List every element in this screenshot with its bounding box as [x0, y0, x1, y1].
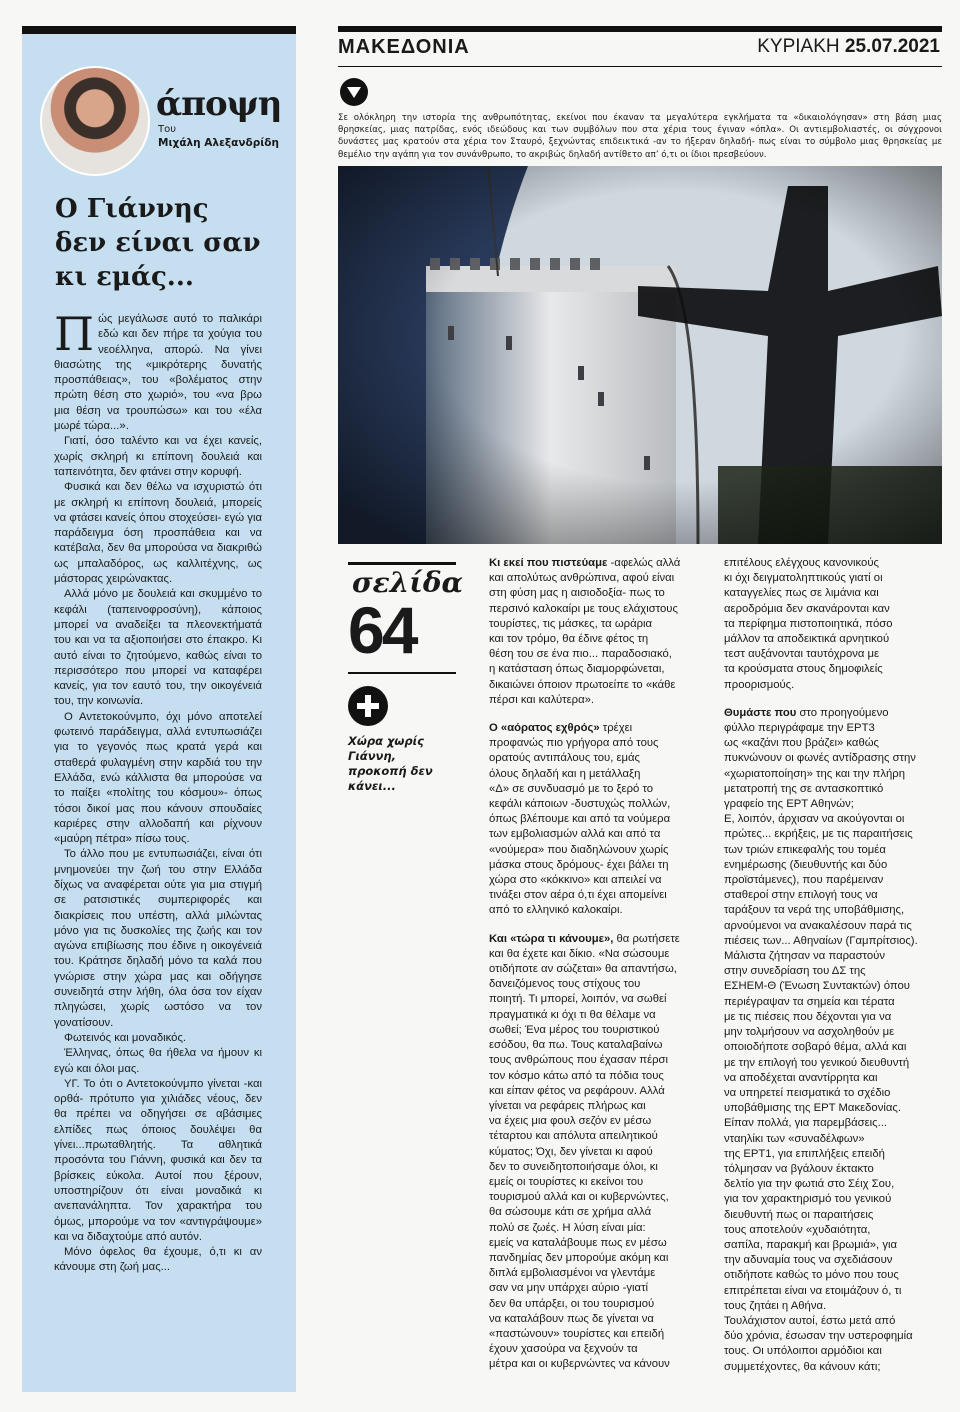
- text-line: εμείς να καταλάβουμε πως εν μέσω: [489, 1236, 667, 1249]
- text-line: τους αποτελούν «χυδαιότητα,: [724, 1223, 871, 1236]
- middle-column: [489, 556, 701, 1386]
- text-line: φύλλο περιγράφαμε την ΕΡΤ3: [724, 722, 875, 735]
- header-bottom-rule: [338, 66, 942, 67]
- text-line: τινάξει στον αέρα ό,τι έχει απομείνει: [489, 889, 667, 902]
- text-line: Ο «αόρατος εχθρός» τρέχει: [489, 722, 633, 735]
- down-triangle-icon: [340, 78, 368, 106]
- text-line: δανειζόμενος τους στίχους του: [489, 978, 641, 991]
- article-photo: [338, 166, 942, 544]
- text-line: οτιδήποτε αν σώζεται» θα απαντήσω,: [489, 963, 677, 976]
- text-line: ΕΣΗΕΜ-Θ (Ένωση Συντακτών) όπου: [724, 980, 910, 993]
- text-line: σαν να μην υπάρχει αύριο -γιατί: [489, 1282, 649, 1295]
- text-line: σωθεί; Ένα μέρος του τουριστικού: [489, 1023, 660, 1036]
- text-line: ποιητή. Τι μπορεί, λοιπόν, να σωθεί: [489, 993, 667, 1006]
- text-line: πυκνώνουν οι φωνές αντίδρασης στην: [724, 752, 916, 765]
- text-line: ορατούς αντιπάλους του, εμάς: [489, 752, 640, 765]
- text-line: κεφάλι κάποιων -δυστυχώς πολλών,: [489, 798, 671, 811]
- text-line: να καταλάβουν πως δε γίνεται να: [489, 1312, 654, 1325]
- text-line: μάλλον τα αποδεικτικά αρνητικού: [724, 633, 890, 646]
- text-line: εσόδου, θα πω. Τους καταλαβαίνω: [489, 1039, 663, 1052]
- text-line: τα κρούσματα στους δημοφιλείς: [724, 663, 883, 676]
- text-line: μετατροπή της σε αντασκοπτικό: [724, 782, 884, 795]
- text-line: αεροδρόμια δεν σκανάρονται καν: [724, 602, 890, 615]
- text-line: όπως βλέπουμε και από τα νούμερα: [489, 813, 671, 826]
- opinion-paragraph: Πώς μεγάλωσε αυτό το παλικάρι εδώ και δεν πήρε τα χούγια του νεοέλληνα, απορώ. Να γίνει θιασώτης της «μικρότερης δυνατής προσπάθειας», του «βολέματος στην πρώτη θέση στο χωριό», του «να βρω μια θέση να τρουπώσω» και του «έλα μωρέ τώρα...».: [54, 307, 262, 433]
- text-line: προορισμούς.: [724, 678, 795, 691]
- text-line: καταγγελίες πως σε λιμάνια και: [724, 587, 879, 600]
- text-line: τους ανθρώπους που έχασαν πέρσι: [489, 1054, 669, 1067]
- opinion-body: [54, 307, 262, 1276]
- text-line: νταηλίκι των «συναδέλφων»: [724, 1132, 865, 1145]
- text-line: συμμετέχοντες, θα κάνουν κάτι;: [724, 1360, 881, 1373]
- lede-text: Σε ολόκληρη την ιστορία της ανθρωπότητας, εκείνοι που έκαναν τα μεγαλύτερα εγκλήματα τα «δικαιολόγησαν» στη βάση μιας θρησκείας, μιας πατρίδας, ενός ιδεώδους και των συμβόλων που στα χέρια τους έγιναν «όπλα». Οι αντιεμβολιαστές, οι σύγχρονοι δυνάστες μας κρατούν στα χέρια τον Σταυρό, ξεχνώντας επιδεικτικά -αν το ήξεραν δηλαδή- πως είναι το σύμβολο μιας θρησκείας με θεμέλιο την αγάπη για τον συνάνθρωπο, το ακριβώς δηλαδή αντίθετο απ’ ό,τι οι ίδιοι πρεσβεύουν.: [338, 113, 942, 160]
- text-line: η κατάσταση όπως διαμορφώνεται,: [489, 663, 665, 676]
- text-line: ενημέρωσης (διευθυντής και δύο: [724, 858, 888, 871]
- opinion-paragraph: Φωτεινός και μοναδικός.: [64, 1031, 187, 1044]
- text-line: τεστ αυξάνονται ταυτόχρονα με: [724, 648, 880, 661]
- text-line: τουρισμού αλλά και οι κυβερνώντες,: [489, 1191, 669, 1204]
- text-line: σταθεροί στην επιλογή τους να: [724, 889, 878, 902]
- opinion-title-line: κι εμάς...: [55, 262, 194, 292]
- text-line: περσινό καλοκαίρι με τους ελάχιστους: [489, 602, 678, 615]
- text-line: «χωριατοποίηση» της και την πλήρη: [724, 767, 905, 780]
- header-top-rule: [338, 26, 942, 32]
- text-line: μάσκα στους δρόμους- έχει βάλει τη: [489, 858, 669, 871]
- text-line: από το ελληνικό καλοκαίρι.: [489, 904, 623, 917]
- text-line: δύο χρόνια, έσωσαν την υστεροφημία: [724, 1330, 913, 1343]
- text-line: προϊστάμενες), που παρέμειναν: [724, 874, 884, 887]
- text-line: με τις πιέσεις που δέχονται για να: [724, 1010, 892, 1023]
- dropcap: Π: [54, 307, 95, 361]
- right-column: [724, 556, 942, 1388]
- text-line: και τον τρόμο, θα έδινε φέτος τη: [489, 633, 649, 646]
- issue-date: [757, 36, 940, 58]
- opinion-top-rule: [22, 26, 296, 34]
- text-line: Ε, λοιπόν, άρχισαν να ακούγονται οι: [724, 813, 905, 826]
- paragraph-lead: Θυμάστε που: [724, 706, 797, 719]
- text-line: τόλμησαν να βγάλουν έκτακτο: [724, 1162, 874, 1175]
- article-paragraph: [724, 556, 942, 693]
- page-ref-rule-top: [348, 562, 456, 565]
- text-line: να έχεις μια φουλ σεζόν εν μέσω: [489, 1115, 652, 1128]
- text-line: δεν το συνειδητοποιήσαμε όλοι, κι: [489, 1160, 658, 1173]
- text-line: «παστώνουν» τουρίστες και επειδή: [489, 1327, 665, 1340]
- paragraph-lead: Και «τώρα τι κάνουμε»,: [489, 932, 614, 945]
- text-line: τουρίστες, τις μάσκες, τα ωράρια: [489, 617, 653, 630]
- text-line: Τουλάχιστον αυτοί, έστω μετά από: [724, 1314, 896, 1327]
- text-line: Μάλιστα ζήτησαν να παραστούν: [724, 950, 885, 963]
- opinion-paragraph: Αλλά μόνο με δουλειά και σκυμμένο το κεφάλι (ταπεινοφροσύνη), κάποιος μπορεί να αναδείξει τα πλεονεκτήματά του και να τα αξιοποιήσει στο έπακρο. Κι αυτό είναι το ζητούμενο, καθώς είναι το περισσότερο που μπορεί να καταφέρει κανείς, για τον εαυτό του, την οικογένειά του, την κοινωνία.: [54, 588, 262, 708]
- article-paragraph: [489, 556, 701, 708]
- text-line: σαπίλα, παρακμή και βρωμιά», για: [724, 1238, 898, 1251]
- opinion-paragraph: Γιατί, όσο ταλέντο και να έχει κανείς, χωρίς σκληρή κι επίπονη δουλειά και ταπεινότητα, δεν φτάνει στην κορυφή.: [54, 435, 262, 478]
- author-photo: [40, 66, 150, 176]
- text-line: ως «καζάνι που βράζει» καθώς: [724, 737, 880, 750]
- text-line: πρώτες... εκρήξεις, με τις παραιτήσεις: [724, 828, 913, 841]
- opinion-title: [55, 192, 285, 294]
- text-line: των εμβολιασμών αλλά και από τα: [489, 828, 661, 841]
- issue-day: ΚΥΡΙΑΚΗ: [757, 36, 840, 57]
- text-line: διευθυντή πως οι παραιτήσεις: [724, 1208, 874, 1221]
- text-line: με την επιλογή του γενικού διευθυντή: [724, 1056, 910, 1069]
- text-line: χώρα στο «κόκκινο» και απειλεί να: [489, 874, 662, 887]
- text-line: τέταρτου και απόλυτα απειλητικού: [489, 1130, 658, 1143]
- text-line: «νούμερα» που διαδηλώνουν χωρίς: [489, 843, 669, 856]
- author-name: Μιχάλη Αλεξανδρίδη: [158, 137, 279, 149]
- text-line: γραφείο της ΕΡΤ Αθηνών;: [724, 798, 854, 811]
- opinion-title-line: Ο Γιάννης: [55, 194, 209, 224]
- opinion-label: άποψη: [156, 84, 282, 124]
- text-line: προφανώς πιο γρήγορα από τους: [489, 737, 659, 750]
- text-line: Θυμάστε που στο προηγούμενο: [724, 706, 889, 719]
- text-line: επιτρέπεται είναι να ετοιμάζουν ό, τι: [724, 1284, 902, 1297]
- byline-prefix: Του: [158, 124, 177, 135]
- text-line: να αποδέχεται αναντίρρητα και: [724, 1071, 878, 1084]
- text-line: να υπηρετεί πεισματικά το σχέδιο: [724, 1086, 891, 1099]
- opinion-paragraph: ΥΓ. Το ότι ο Αντετοκούνμπο γίνεται -και ορθά- πρότυπο για χιλιάδες νέους, δεν θα πρέπει να οδηγήσει σε αβάσιμες ελπίδες πως όποιος δουλέψει θα γίνει...πρωταθλητής. Τα αθλητικά προσόντα του Γιάννη, φυσικά και δεν τα βρίσκεις εύκολα. Αυτοί που ξέρουν, υποστηρίζουν ότι είναι μοναδικά κι ανεπανάληπτα. Τον χαρακτήρα του όμως, μπορούμε να τον «αντιγράψουμε» και να διδαχτούμε από αυτόν.: [54, 1077, 262, 1243]
- opinion-paragraph: Ο Αντετοκούνμπο, όχι μόνο αποτελεί φωτεινό παράδειγμα, αλλά εντυπωσιάζει για το γεγονός πως κρατά γερά και σταθερά φυλαγμένη στην καρδιά του την Ελλάδα, ενώ κάλλιστα θα μπορούσε να το παίξει «πολίτης του κόσμου»- όπως τόσοι δικοί μας που κάνουν σπουδαίες καριέρες στην αλλοδαπή και ρίχνουν «μαύρη πέτρα» πίσω τους.: [54, 710, 262, 846]
- text-line: τα περίφημα πιστοποιητικά, πόσο: [724, 617, 893, 630]
- opinion-title-line: δεν είναι σαν: [55, 228, 261, 258]
- text-line: εμείς οι τουρίστες κι εκείνοι του: [489, 1175, 644, 1188]
- text-line: Και «τώρα τι κάνουμε», θα ρωτήσετε: [489, 932, 680, 945]
- text-line: στην συνεδρίαση του ΔΣ της: [724, 965, 866, 978]
- article-paragraph: [489, 721, 701, 919]
- paragraph-lead: Ο «αόρατος εχθρός»: [489, 722, 600, 735]
- text-line: αρνούμενοι να ανακαλέσουν παρά τις: [724, 919, 912, 932]
- text-line: θα σώσουμε κάτι σε χρήμα αλλά: [489, 1206, 652, 1219]
- text-line: κύματος; Όχι, δεν γίνεται κι αφού: [489, 1145, 653, 1158]
- text-line: ταράξουν τα νερά της υποβάθμισης,: [724, 904, 905, 917]
- text-line: «Δ» σε συνδυασμό με το ξερό το: [489, 782, 654, 795]
- text-line: των τριών επικεφαλής του τομέα: [724, 843, 886, 856]
- text-line: τους. Οι υπόλοιποι αρμόδιοι και: [724, 1345, 882, 1358]
- text-line: πραγματικά κι όχι τι θα θέλαμε να: [489, 1008, 656, 1021]
- text-line: κι όχι δειγματοληπτικούς γιατί οι: [724, 572, 883, 585]
- text-line: θέση του σε ένα πιο... παραδοσιακό,: [489, 648, 672, 661]
- text-line: τον κόσμο κάτω από τα πόδια τους: [489, 1069, 664, 1082]
- text-line: δελτίο για την φωτιά στο Σέιχ Σου,: [724, 1178, 895, 1191]
- page-ref-number: 64: [348, 593, 416, 667]
- page-ref-rule-bottom: [348, 672, 456, 674]
- paragraph-lead: Κι εκεί που πιστεύαμε: [489, 557, 608, 569]
- opinion-paragraph: Μόνο όφελος θα έχουμε, ό,τι κι αν κάνουμε στη ζωή μας...: [54, 1246, 262, 1274]
- text-line: της ΕΡΤ1, για επιπλήξεις επειδή: [724, 1147, 885, 1160]
- text-line: διπλά εμβολιασμένοι να γλεντάμε: [489, 1267, 656, 1280]
- plus-icon: [348, 686, 388, 726]
- text-line: όλους δηλαδή και η μετάλλαξη: [489, 767, 641, 780]
- text-line: και θα έχετε και δίκιο. «Να σώσουμε: [489, 947, 670, 960]
- text-line: επιτέλους ελέγχους κανονικούς: [724, 557, 879, 569]
- text-line: γίνεται να ρεφάρεις πλήρως και: [489, 1099, 646, 1112]
- text-line: πέρσι και καλύτερα».: [489, 693, 595, 706]
- text-line: Είπαν πολλά, για παρεμβάσεις...: [724, 1117, 888, 1130]
- page-ref-note: Χώρα χωρίς Γιάννη, προκοπή δεν κάνει...: [348, 734, 433, 793]
- text-line: τους ζητάει η Αθήνα.: [724, 1299, 827, 1312]
- article-paragraph: [489, 932, 701, 1373]
- text-line: πιέσεις των... Αθηναίων (Γαμπρίτσιος).: [724, 934, 918, 947]
- issue-date-value: 25.07.2021: [844, 36, 940, 57]
- opinion-paragraph: Φυσικά και δεν θέλω να ισχυριστώ ότι με σκληρή κι επίπονη δουλειά, μπορείς να φτάσει κανείς όπου στοχεύσει- εγώ για παράδειγμα όση προσπάθεια και να κατέβαλα, δεν θα μπορούσα να διακριθώ ως μπαλαδόρος, ως καλλιτέχνης, ως μάστορας χειρώνακτας.: [54, 481, 262, 586]
- text-line: για τον χαρακτηρισμό του γενικού: [724, 1193, 892, 1206]
- text-line: και απολύτως ανθρώπινα, αφού είναι: [489, 572, 675, 585]
- article-paragraph: [724, 706, 942, 1375]
- opinion-paragraph: Το άλλο που με εντυπωσιάζει, είναι ότι μνημονεύει την ζωή του στην Ελλάδα δίχως να αναφέρεται ούτε για μια στιγμή σε ρατσιστικές συμπεριφορές και διακρίσεις που υπέστη, αλλά μιλώντας μόνο για τις δυσκολίες της ζωής και τον αγώνα επιβίωσης που έδινε η οικογένειά του. Κράτησε δηλαδή μόνο τα καλά που γνώρισε στην χώρα μας και οδήγησε συνειδητά στην λήθη, όλα όσα τον είχαν πληγώσει, χωρίς ωστόσο να τον γονατίσουν.: [54, 848, 262, 1029]
- text-line: και είπαν φέτος να ρεφάρουν. Αλλά: [489, 1084, 665, 1097]
- text-line: έχουν χασούρα να ξεχνούν τα: [489, 1343, 638, 1356]
- text-line: Κι εκεί που πιστεύαμε -αφελώς αλλά: [489, 557, 681, 569]
- page-ref-label: σελίδα: [352, 566, 464, 599]
- text-line: υποβάθμισης της ΕΡΤ Μακεδονίας.: [724, 1102, 901, 1115]
- text-line: πολύ σε ζωές. Η λύση είναι μία:: [489, 1221, 646, 1234]
- text-line: οτιδήποτε καθώς το μόνο που τους: [724, 1269, 899, 1282]
- text-line: στη φύση μας η αισιοδοξία- πως το: [489, 587, 665, 600]
- text-line: δικαιώνει όποιον πρωτοείπε το «κάθε: [489, 678, 676, 691]
- text-line: μέτρα και οι κυβερνώντες να κάνουν: [489, 1358, 670, 1371]
- opinion-paragraph: Έλληνας, όπως θα ήθελα να ήμουν κι εγώ και όλοι μας.: [54, 1047, 262, 1075]
- text-line: πανδημίας δεν μπορούμε ακόμη και: [489, 1251, 669, 1264]
- photo-illustration: [338, 166, 942, 544]
- text-line: την αδυναμία τους να σχεδιάσουν: [724, 1254, 893, 1267]
- paper-name: ΜΑΚΕΔΟΝΙΑ: [338, 36, 470, 58]
- text-line: μην τολμήσουν να ασχοληθούν με: [724, 1026, 895, 1039]
- text-line: περιέγραψαν τα σημεία και τέρατα: [724, 995, 895, 1008]
- text-line: δεν θα υπάρξει, οι του τουρισμού: [489, 1297, 655, 1310]
- text-line: οποιοδήποτε σοβαρό θέμα, αλλά και: [724, 1041, 907, 1054]
